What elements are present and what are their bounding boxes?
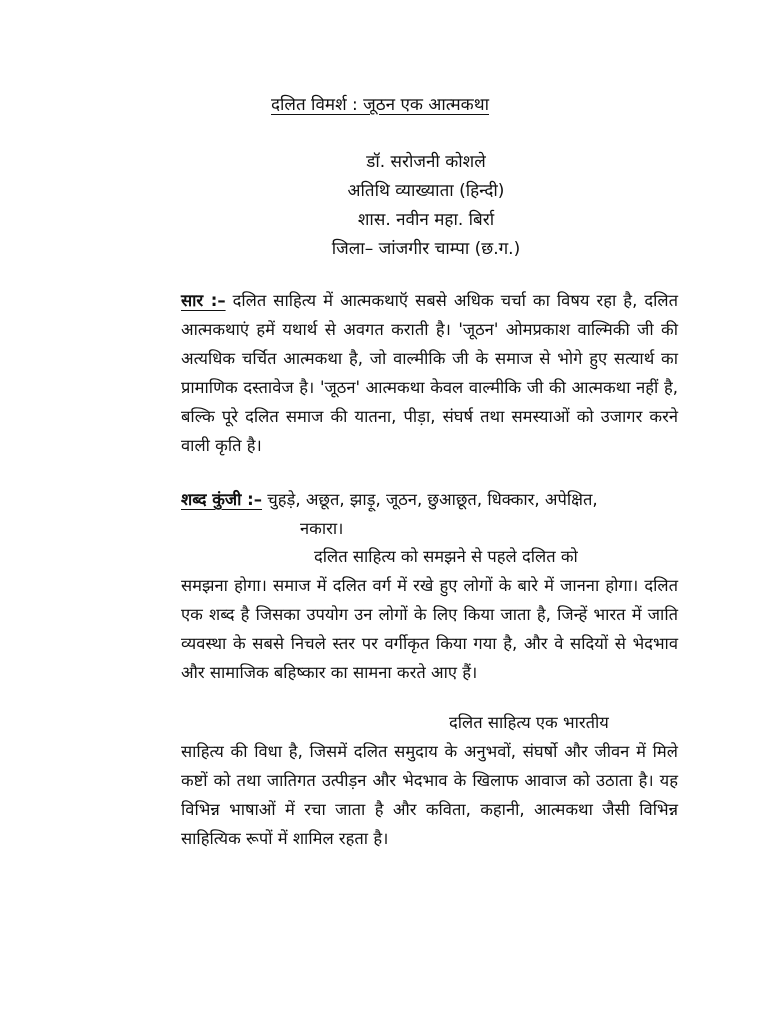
- document-title-text: दलित विमर्श : जूठन एक आत्मकथा: [271, 95, 489, 115]
- keywords-block: [181, 485, 678, 543]
- paragraph-2: [181, 708, 678, 853]
- author-designation: अतिथि व्याख्याता (हिन्दी): [347, 181, 505, 201]
- keywords-continuation: नकारा।: [300, 519, 344, 538]
- document-title: [0, 92, 768, 115]
- paragraph-1-first-line: दलित साहित्य को समझने से पहले दलित को: [314, 547, 578, 566]
- keywords-list: चुहड़े, अछूत, झाड़ू, जूठन, छुआछूत, धिक्कार, अपेक्षित,: [267, 490, 598, 509]
- paragraph-2-first-line: दलित साहित्य एक भारतीय: [449, 713, 609, 732]
- paragraph-1-text: समझना होगा। समाज में दलित वर्ग में रखे हुए लोगों के बारे में जानना होगा। दलित एक शब्द है जिसका उपयोग उन लोगों के लिए किया जाता है, जिन्हें भारत में जाति व्यवस्था के सबसे निचले स्तर पर वर्गीकृत किया गया है, और वे सदियों से भेदभाव और सामाजिक बहिष्कार का सामना करते आए हैं।: [181, 576, 678, 682]
- author-college: शास. नवीन महा. बिर्रा: [357, 210, 495, 230]
- author-name: डॉ. सरोजनी कोशले: [366, 152, 486, 172]
- summary-text: दलित साहित्य में आत्मकथाऍ सबसे अधिक चर्चा का विषय रहा है, दलित आत्मकथाएं हमें यथार्थ से अवगत कराती है। 'जूठन' ओमप्रकाश वाल्मिकी जी की अत्यधिक चर्चित आत्मकथा है, जो वाल्मीकि जी के समाज से भोगे हुए सत्यार्थ का प्रामाणिक दस्तावेज है। 'जूठन' आत्मकथा केवल वाल्मीकि जी की आत्मकथा नहीं है, बल्कि पूरे दलित समाज की यातना, पीड़ा, संघर्ष तथा समस्याओं को उजागर करने वाली कृति है।: [181, 291, 678, 455]
- keywords-first-line: [181, 485, 678, 514]
- summary-paragraph: [181, 286, 678, 460]
- summary-label: सार :–: [181, 291, 226, 310]
- paragraph-2-text: साहित्य की विधा है, जिसमें दलित समुदाय के अनुभवों, संघर्षो और जीवन में मिले कष्टों को तथा जातिगत उत्पीड़न और भेदभाव के खिलाफ आवाज को उठाता है। यह विभिन्न भाषाओं में रचा जाता है और कविता, कहानी, आत्मकथा जैसी विभिन्न साहित्यिक रूपों में शामिल रहता है।: [181, 742, 678, 848]
- keywords-label: शब्द कुंजी :–: [181, 490, 263, 509]
- author-block: [0, 148, 768, 264]
- author-district: जिला– जांजगीर चाम्पा (छ.ग.): [331, 239, 521, 259]
- paragraph-1: [181, 542, 678, 687]
